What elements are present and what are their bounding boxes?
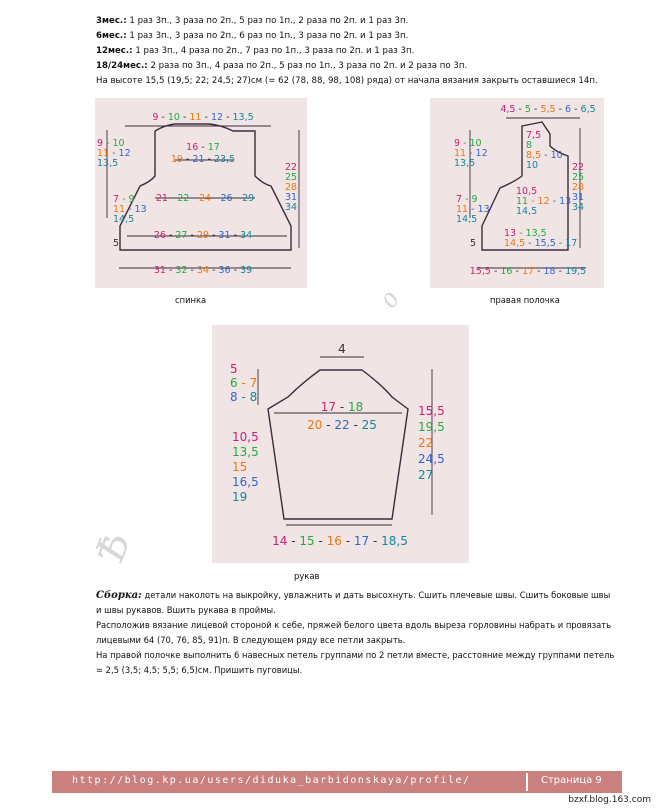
measurement-value: 19,5 [565, 266, 587, 277]
measurement-value: - [534, 266, 544, 277]
measurement-value: - [287, 534, 300, 548]
back-armhole [97, 138, 131, 169]
measurement-value: 21 [155, 193, 168, 204]
measurement-value: 5 [524, 104, 531, 115]
measurement-value: 14,5 [113, 214, 135, 225]
measurement-value: 36 [218, 265, 231, 276]
measurement-value: 8 [230, 390, 238, 404]
measurement-value: 14,5 [456, 214, 478, 225]
measurement-value: 22 [334, 418, 350, 432]
measurement-value: 31 [572, 192, 585, 203]
measurement-value: 13,5 [454, 158, 476, 169]
measurement-value: 21 [192, 154, 205, 165]
measurement-value: 16,5 [232, 475, 259, 489]
measurement-value: 18,5 [381, 534, 408, 548]
back-side [113, 194, 147, 225]
measurement-value: - 13 [125, 204, 147, 215]
measurement-value: - [167, 193, 178, 204]
sleeve-left-top [230, 362, 257, 404]
page-footer [52, 771, 622, 793]
measurement-value: - 10 [103, 138, 125, 149]
front-caption: правая полочка [490, 295, 560, 305]
measurement-value: - [223, 112, 233, 123]
measurement-value: - [336, 400, 348, 414]
decrease-line-6m: 6мес.: 1 раз 3п., 3 раза по 2п., 6 раз по 1п., 3 раза по 2п. и 1 раз 3п. [96, 31, 409, 41]
decrease-instructions [96, 14, 636, 89]
back-lower [154, 230, 252, 241]
measurement-value: - [512, 266, 522, 277]
measurement-value: 19 [170, 154, 183, 165]
footer-url[interactable]: http://blog.kp.ua/users/diduka_barbidonskaya/profile/ [72, 775, 471, 786]
measurement-value: 13,5 [232, 445, 259, 459]
measurement-value: - 10 [460, 138, 482, 149]
measurement-value: 7,5 [526, 130, 542, 141]
measurement-value: 11 [516, 196, 529, 207]
measurement-value: 34 [240, 230, 253, 241]
back-top-width [152, 112, 253, 123]
measurement-value: - [211, 193, 221, 204]
measurement-value: - [230, 230, 241, 241]
sleeve-outline [268, 370, 408, 519]
front-armhole [454, 138, 488, 169]
measurement-value: 26 [220, 193, 233, 204]
measurement-value: 10 [167, 112, 180, 123]
measurement-value: 11 [456, 204, 469, 215]
measurement-value: 22 [572, 162, 585, 173]
measurement-value: - [369, 534, 382, 548]
measurement-value: 4 [338, 342, 346, 356]
measurement-value: 11 [97, 148, 110, 159]
measurement-value: 14,5 [504, 238, 526, 249]
measurement-value: - [314, 534, 327, 548]
measurement-value: - [201, 112, 211, 123]
handwritten-signature-watermark: Ѣ [86, 525, 141, 571]
sleeve-upper [321, 400, 364, 414]
measurement-value: - 13 [468, 204, 490, 215]
measurement-value: 25 [361, 418, 377, 432]
measurement-value: - 15,5 [525, 238, 556, 249]
measurement-value: 31 [153, 265, 166, 276]
measurement-value: 17 [320, 400, 337, 414]
measurement-value: 7 [113, 194, 120, 205]
measurement-value: 14,5 [516, 206, 538, 217]
measurement-value: 10,5 [232, 430, 259, 444]
measurement-value: 29 [196, 230, 210, 241]
measurement-value: - [322, 418, 335, 432]
measurement-value: 17 [207, 142, 220, 153]
measurement-value: 24 [198, 193, 212, 204]
measurement-value: 20 [307, 418, 323, 432]
sleeve-cap [338, 342, 346, 356]
measurement-value: 13,5 [232, 112, 254, 123]
measurement-value: 28 [285, 182, 298, 193]
measurement-value: - [165, 230, 176, 241]
neck-paragraph: Расположив вязание лицевой стороной к себе, пряжей белого цвета вдоль выреза горловины набрать и провязать лицевыми 64 (70, 76, 85, 91)п. В следующем ряду все петли закрыть. [96, 620, 612, 645]
measurement-value: 5 [470, 238, 477, 249]
measurement-value: 32 [175, 265, 188, 276]
sleeve-bottom [272, 534, 408, 548]
measurement-value: - 12 [109, 148, 131, 159]
measurement-value: 11 [454, 148, 467, 159]
measurement-value: - [515, 104, 525, 115]
measurement-value: 34 [285, 202, 298, 213]
measurement-value: - [490, 266, 501, 277]
measurement-value: - [179, 112, 190, 123]
measurement-value: 19,5 [418, 420, 445, 434]
image-watermark: bzxf.blog.163.com [568, 795, 651, 805]
measurement-value: - 13 [549, 196, 572, 207]
sleeve-left-mid [232, 430, 259, 504]
measurement-value: - [158, 112, 168, 123]
measurement-value: 28 [572, 182, 585, 193]
measurement-value: 15,5 [418, 404, 445, 418]
measurement-value: 9 [97, 138, 104, 149]
measurement-value: 16 [326, 534, 342, 548]
handwritten-signature-watermark-2: ℴ [364, 285, 408, 315]
measurement-value: 10,5 [516, 186, 538, 197]
back-hem [113, 238, 119, 249]
measurement-value: 16 [500, 266, 513, 277]
sleeve-right [418, 404, 445, 482]
measurement-value: - 13,5 [516, 228, 547, 239]
measurement-value: - 12 [466, 148, 488, 159]
front-hem [470, 238, 476, 249]
measurement-value: 24,5 [418, 452, 445, 466]
measurement-value: - [571, 104, 581, 115]
measurement-value: 16 [186, 142, 199, 153]
measurement-value: - 8 [237, 390, 258, 404]
measurement-value: - [209, 265, 219, 276]
measurement-value: 27 [175, 230, 188, 241]
measurement-value: 27 [418, 468, 434, 482]
measurement-value: 31 [218, 230, 231, 241]
measurement-value: 22 [285, 162, 298, 173]
measurement-value: 17 [353, 534, 370, 548]
measurement-value: 4,5 [500, 104, 516, 115]
measurement-value: 39 [240, 265, 253, 276]
measurement-value: - 10 [541, 150, 563, 161]
front-bottom [470, 266, 586, 277]
measurement-value: - [187, 230, 197, 241]
measurement-value: 22 [418, 436, 434, 450]
measurement-value: - [182, 154, 193, 165]
page-number: Страница 9 [541, 775, 602, 786]
decrease-line-18m: 18/24мес.: 2 раза по 3п., 4 раза по 2п., 5 раз по 1п., 3 раза по 2п. и 2 раза по 3п. [96, 61, 468, 71]
measurement-value: 13 [504, 228, 517, 239]
measurement-value: 31 [285, 192, 298, 203]
measurement-value: - 7 [237, 376, 258, 390]
measurement-value: 6,5 [580, 104, 596, 115]
measurement-value: - 17 [555, 238, 578, 249]
measurement-value: 10 [526, 160, 539, 171]
measurement-value: - [232, 193, 243, 204]
measurement-value: 5 [230, 362, 238, 376]
measurement-value: - 9 [119, 194, 135, 205]
back-pattern-figure [95, 98, 307, 288]
measurement-value: - [555, 266, 566, 277]
decrease-line-12m: 12мес.: 1 раз 3п., 4 раза по 2п., 7 раз по 1п., 3 раза по 2п. и 1 раз 3п. [96, 46, 415, 56]
measurement-value: 17 [521, 266, 535, 277]
front-lower [504, 228, 577, 249]
measurement-value: - [349, 418, 362, 432]
back-caption: спинка [175, 295, 207, 305]
sleeve-caption: рукав [294, 571, 320, 581]
measurement-value: 8,5 [526, 150, 542, 161]
measurement-value: 11 [189, 112, 202, 123]
height-note: На высоте 15,5 (19,5; 22; 24,5; 27)см (= 62 (78, 88, 98, 108) ряда) от начала вязания закрыть оставшиеся 14п. [96, 76, 598, 86]
measurement-value: 9 [454, 138, 461, 149]
measurement-value: 23,5 [213, 154, 236, 165]
measurement-value: 34 [196, 265, 210, 276]
measurement-value: - [198, 142, 208, 153]
measurement-value: - [187, 265, 197, 276]
measurement-value: 15,5 [469, 266, 491, 277]
assembly-instructions [96, 588, 618, 678]
back-mid [156, 193, 254, 204]
measurement-value: - [209, 230, 219, 241]
front-neck [526, 130, 563, 171]
measurement-value: 6 [565, 104, 572, 115]
buttonhole-paragraph: На правой полочке выполнить 6 навесных петель группами по 2 петли вместе, расстояние между группами петель = 2,5 (3,5; 4,5; 5,5; 6,5)см. Пришить пуговицы. [96, 650, 615, 675]
front-top [500, 104, 595, 115]
measurement-value: 29 [242, 193, 255, 204]
measurement-value: - 9 [462, 194, 478, 205]
measurement-value: - [555, 104, 566, 115]
measurement-value: 15 [299, 534, 315, 548]
measurement-value: 15 [232, 460, 248, 474]
back-length [285, 162, 297, 213]
measurement-value: - [204, 154, 214, 165]
assembly-paragraph: Сборка: детали наколоть на выкройку, увлажнить и дать высохнуть. Сшить плечевые швы. Сшить боковые швы и швы рукавов. Вшить рукава в проймы. [96, 590, 611, 615]
measurement-value: 13,5 [97, 158, 119, 169]
measurement-value: 8 [526, 140, 533, 151]
measurement-value: 19 [232, 490, 248, 504]
measurement-value: 5 [113, 238, 120, 249]
sleeve-pattern-figure [212, 325, 469, 563]
measurement-value: - [189, 193, 199, 204]
measurement-value: 26 [153, 230, 166, 241]
measurement-value: 34 [572, 202, 585, 213]
measurement-value: 25 [285, 172, 298, 183]
measurement-value: 14 [272, 534, 288, 548]
measurement-value: 9 [152, 112, 159, 123]
measurement-value: 25 [572, 172, 585, 183]
decrease-line-3m: 3мес.: 1 раз 3п., 3 раза по 2п., 5 раз по 1п., 2 раза по 2п. и 1 раз 3п. [96, 16, 409, 26]
measurement-value: 22 [177, 193, 190, 204]
measurement-value: 11 [113, 204, 126, 215]
measurement-value: 18 [347, 400, 364, 414]
measurement-value: 7 [456, 194, 463, 205]
sleeve-width [307, 418, 377, 432]
measurement-value: - 12 [528, 196, 550, 207]
measurement-value: 6 [230, 376, 238, 390]
back-neck [186, 142, 220, 153]
measurement-value: - [530, 104, 541, 115]
measurement-value: - [165, 265, 176, 276]
front-chest [516, 186, 571, 217]
back-bottom [154, 265, 252, 276]
measurement-value: 5,5 [540, 104, 556, 115]
measurement-value: - [341, 534, 354, 548]
back-chest [171, 154, 235, 165]
footer-divider [526, 773, 528, 791]
measurement-value: - [230, 265, 241, 276]
measurement-value: 12 [210, 112, 224, 123]
measurement-value: 18 [543, 266, 556, 277]
front-length [572, 162, 584, 213]
front-pattern-figure [430, 98, 604, 288]
